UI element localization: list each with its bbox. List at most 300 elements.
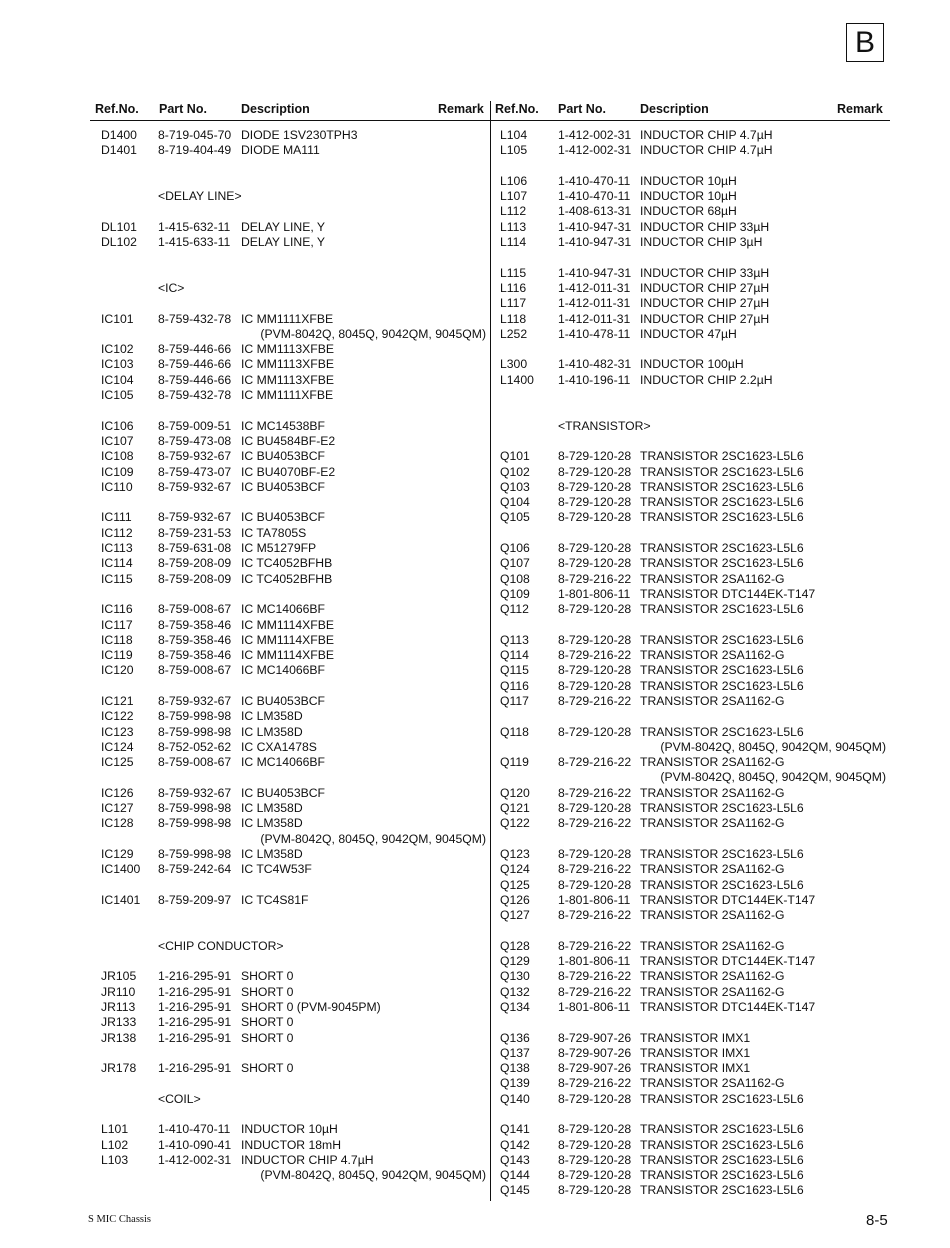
spacer-row	[500, 403, 886, 418]
ref-no: Q128	[500, 938, 530, 953]
ref-no: D1400	[101, 128, 137, 142]
part-no: 1-408-613-31	[558, 204, 632, 219]
table-row	[500, 725, 886, 740]
spacer-row	[101, 1107, 486, 1122]
part-no: 1-216-295-91	[158, 1015, 232, 1030]
part-no: 1-410-478-11	[558, 326, 631, 341]
ref-no: Q117	[500, 693, 529, 708]
description: INDUCTOR 100µH	[640, 357, 744, 372]
table-row	[500, 985, 886, 1000]
table-row	[101, 510, 486, 525]
table-row	[500, 510, 886, 525]
description: TRANSISTOR DTC144EK-T147	[640, 954, 816, 969]
description: IC MC14538BF	[241, 418, 325, 433]
table-row	[101, 786, 486, 801]
table-row	[101, 847, 486, 862]
description: TRANSISTOR 2SC1623-L5L6	[640, 663, 804, 678]
ref-no: D1401	[101, 143, 137, 158]
ref-no: Q116	[500, 678, 529, 693]
part-no: 8-759-432-78	[158, 311, 232, 326]
description: TRANSISTOR 2SC1623-L5L6	[640, 556, 804, 571]
parts-table-right-column	[500, 128, 886, 1199]
part-no: 8-729-120-28	[558, 877, 632, 892]
spacer-row	[500, 388, 886, 403]
table-row	[500, 266, 886, 281]
part-no: 8-729-120-28	[558, 495, 632, 510]
ref-no: IC118	[101, 632, 133, 647]
ref-no: L115	[500, 265, 527, 280]
group-heading-row	[101, 189, 486, 204]
part-no: 1-410-947-31	[558, 219, 632, 234]
spacer-row	[500, 1107, 886, 1122]
ref-no: Q132	[500, 984, 530, 999]
ref-no: IC106	[101, 418, 134, 433]
description: IC MM1113XFBE	[241, 342, 335, 357]
spacer-row	[500, 1015, 886, 1030]
ref-no: IC107	[101, 433, 134, 448]
group-heading-row	[101, 939, 486, 954]
part-no: 1-216-295-91	[158, 1030, 232, 1045]
part-no: 8-729-216-22	[558, 1076, 632, 1091]
part-no: 8-729-120-28	[558, 541, 632, 556]
description: INDUCTOR 10µH	[640, 173, 737, 188]
part-no: 8-729-120-28	[558, 449, 632, 464]
description: IC MM1113XFBE	[241, 372, 335, 387]
table-row	[101, 1122, 486, 1137]
ref-no: IC108	[101, 449, 134, 464]
table-row	[500, 816, 886, 831]
remark-continuation-row	[500, 740, 886, 755]
ref-no: Q113	[500, 632, 529, 647]
ref-no: Q107	[500, 556, 530, 571]
ref-no: JR138	[101, 1030, 137, 1045]
part-no: 1-410-470-11	[558, 189, 631, 204]
ref-no: Q101	[500, 449, 530, 464]
description: TRANSISTOR 2SA1162-G	[640, 969, 785, 984]
table-row	[101, 694, 486, 709]
spacer-row	[101, 923, 486, 938]
description: IC CXA1478S	[241, 739, 317, 754]
part-no: 8-759-998-98	[158, 801, 232, 816]
part-no: 8-729-216-22	[558, 969, 632, 984]
description: TRANSISTOR IMX1	[640, 1061, 751, 1076]
description: TRANSISTOR 2SA1162-G	[640, 908, 785, 923]
table-row	[101, 357, 486, 372]
description: TRANSISTOR DTC144EK-T147	[640, 892, 816, 907]
ref-no: IC111	[101, 510, 132, 525]
description: IC MC14066BF	[241, 663, 325, 678]
ref-no: IC115	[101, 571, 133, 586]
description: DIODE 1SV230TPH3	[241, 128, 358, 142]
part-no: 8-759-998-98	[158, 816, 232, 831]
part-no: 8-729-216-22	[558, 693, 632, 708]
description: INDUCTOR CHIP 4.7µH	[640, 143, 773, 158]
ref-no: Q122	[500, 816, 530, 831]
ref-no: Q115	[500, 663, 529, 678]
spacer-row	[101, 403, 486, 418]
part-no: 8-759-473-08	[158, 433, 232, 448]
description: TRANSISTOR 2SA1162-G	[640, 862, 785, 877]
table-row	[101, 1031, 486, 1046]
part-no: 1-801-806-11	[558, 586, 631, 601]
table-row	[101, 633, 486, 648]
table-row	[500, 969, 886, 984]
description: IC BU4053BCF	[241, 479, 325, 494]
description: INDUCTOR CHIP 33µH	[640, 265, 770, 280]
model-remark: (PVM-8042Q, 8045Q, 9042QM, 9045QM)	[260, 831, 486, 846]
table-row	[500, 663, 886, 678]
table-row	[500, 281, 886, 296]
table-row	[500, 143, 886, 158]
table-row	[500, 679, 886, 694]
description: TRANSISTOR 2SC1623-L5L6	[640, 846, 804, 861]
ref-no: Q141	[500, 1122, 530, 1137]
part-no: 8-729-907-26	[558, 1045, 632, 1060]
description: IC MM1114XFBE	[241, 632, 335, 647]
part-no: 8-729-907-26	[558, 1061, 632, 1076]
part-no: 1-410-947-31	[558, 235, 632, 250]
ref-no: IC127	[101, 801, 134, 816]
ref-no: Q112	[500, 602, 529, 617]
ref-no: Q120	[500, 785, 530, 800]
ref-no: L300	[500, 357, 528, 372]
table-row	[101, 449, 486, 464]
table-row	[101, 143, 486, 158]
table-row	[500, 939, 886, 954]
part-no: 8-752-052-62	[158, 739, 232, 754]
description: INDUCTOR CHIP 2.2µH	[640, 372, 773, 387]
spacer-row	[101, 250, 486, 265]
table-row	[500, 1092, 886, 1107]
page-number: 8-5	[866, 1212, 888, 1229]
description: INDUCTOR CHIP 4.7µH	[241, 1152, 374, 1167]
table-row	[500, 373, 886, 388]
part-no: 8-759-209-97	[158, 892, 232, 907]
ref-no: L101	[101, 1122, 129, 1137]
description: DELAY LINE, Y	[241, 219, 326, 234]
ref-no: Q134	[500, 999, 530, 1014]
description: TRANSISTOR 2SC1623-L5L6	[640, 479, 804, 494]
part-no: 8-729-120-28	[558, 464, 632, 479]
description: INDUCTOR CHIP 27µH	[640, 296, 770, 311]
description: TRANSISTOR IMX1	[640, 1045, 751, 1060]
spacer-row	[101, 908, 486, 923]
ref-no: IC129	[101, 846, 134, 861]
description: INDUCTOR CHIP 33µH	[640, 219, 770, 234]
description: IC TC4052BFHB	[241, 556, 333, 571]
description: IC BU4584BF-E2	[241, 433, 336, 448]
ref-no: Q136	[500, 1030, 530, 1045]
part-no: 8-729-120-28	[558, 602, 632, 617]
ref-no: IC113	[101, 541, 133, 556]
table-row	[101, 419, 486, 434]
ref-no: Q104	[500, 495, 530, 510]
ref-no: Q126	[500, 892, 530, 907]
description: INDUCTOR CHIP 3µH	[640, 235, 763, 250]
header-part-no-left: Part No.	[159, 102, 207, 116]
remark-continuation-row	[101, 327, 486, 342]
group-heading: <TRANSISTOR>	[558, 418, 651, 433]
header-ref-no-left: Ref.No.	[95, 102, 139, 116]
spacer-row	[101, 296, 486, 311]
description: INDUCTOR 68µH	[640, 204, 737, 219]
table-row	[500, 327, 886, 342]
table-row	[500, 694, 886, 709]
table-row	[500, 602, 886, 617]
table-row	[101, 312, 486, 327]
table-row	[500, 1000, 886, 1015]
table-row	[101, 1153, 486, 1168]
ref-no: Q118	[500, 724, 529, 739]
ref-no: IC105	[101, 388, 134, 403]
description: IC BU4053BCF	[241, 510, 325, 525]
description: INDUCTOR 10µH	[640, 189, 737, 204]
part-no: 1-412-002-31	[158, 1152, 232, 1167]
part-no: 8-759-932-67	[158, 449, 232, 464]
ref-no: IC117	[101, 617, 133, 632]
part-no: 8-729-216-22	[558, 755, 632, 770]
ref-no: DL101	[101, 219, 137, 234]
table-row	[500, 801, 886, 816]
part-no: 8-729-120-28	[558, 1122, 632, 1137]
table-row	[500, 847, 886, 862]
part-no: 8-729-216-22	[558, 785, 632, 800]
table-row	[500, 878, 886, 893]
table-row	[500, 449, 886, 464]
header-description-right: Description	[640, 102, 709, 116]
table-row	[101, 725, 486, 740]
remark-continuation-row	[101, 1168, 486, 1183]
section-letter-box: B	[846, 23, 884, 62]
table-row	[101, 434, 486, 449]
description: TRANSISTOR 2SA1162-G	[640, 785, 785, 800]
description: IC TC4052BFHB	[241, 571, 333, 586]
ref-no: L105	[500, 143, 528, 158]
table-row	[101, 893, 486, 908]
part-no: 1-216-295-91	[158, 984, 232, 999]
table-row	[101, 373, 486, 388]
description: IC BU4053BCF	[241, 449, 325, 464]
description: TRANSISTOR 2SC1623-L5L6	[640, 541, 804, 556]
part-no: 1-410-470-11	[558, 173, 631, 188]
ref-no: Q144	[500, 1168, 530, 1183]
spacer-row	[101, 1076, 486, 1091]
description: IC MM1114XFBE	[241, 648, 335, 663]
table-row	[500, 189, 886, 204]
ref-no: JR133	[101, 1015, 137, 1030]
ref-no: Q145	[500, 1183, 530, 1198]
ref-no: IC121	[101, 693, 134, 708]
table-row	[101, 526, 486, 541]
part-no: 8-729-120-28	[558, 1168, 632, 1183]
description: TRANSISTOR 2SC1623-L5L6	[640, 495, 804, 510]
table-row	[500, 1061, 886, 1076]
description: DELAY LINE, Y	[241, 235, 326, 250]
ref-no: DL102	[101, 235, 137, 250]
spacer-row	[101, 174, 486, 189]
part-no: 8-759-932-67	[158, 510, 232, 525]
ref-no: L1400	[500, 372, 534, 387]
ref-no: Q139	[500, 1076, 530, 1091]
table-row	[101, 816, 486, 831]
part-no: 8-729-120-28	[558, 1091, 632, 1106]
ref-no: JR113	[101, 999, 136, 1014]
description: TRANSISTOR 2SA1162-G	[640, 755, 785, 770]
description: INDUCTOR 47µH	[640, 326, 737, 341]
part-no: 8-759-008-67	[158, 663, 232, 678]
description: IC MC14066BF	[241, 602, 325, 617]
table-row	[500, 480, 886, 495]
model-remark: (PVM-8042Q, 8045Q, 9042QM, 9045QM)	[260, 326, 486, 341]
part-no: 8-759-998-98	[158, 709, 232, 724]
table-row	[101, 128, 486, 143]
part-no: 8-729-120-28	[558, 801, 632, 816]
description: TRANSISTOR 2SC1623-L5L6	[640, 632, 804, 647]
part-no: 8-729-120-28	[558, 846, 632, 861]
table-row	[500, 1183, 886, 1198]
part-no: 8-759-932-67	[158, 785, 232, 800]
table-row	[101, 388, 486, 403]
table-row	[101, 342, 486, 357]
spacer-row	[500, 709, 886, 724]
part-no: 1-410-196-11	[558, 372, 631, 387]
description: TRANSISTOR 2SC1623-L5L6	[640, 449, 804, 464]
part-no: 8-729-216-22	[558, 984, 632, 999]
description: IC LM358D	[241, 846, 303, 861]
ref-no: Q142	[500, 1137, 530, 1152]
table-row	[500, 893, 886, 908]
description: INDUCTOR 18mH	[241, 1137, 341, 1152]
table-row	[101, 969, 486, 984]
table-row	[101, 465, 486, 480]
ref-no: IC101	[101, 311, 134, 326]
part-no: 8-759-631-08	[158, 541, 232, 556]
spacer-row	[500, 618, 886, 633]
part-no: 8-729-120-28	[558, 1152, 632, 1167]
ref-no: IC116	[101, 602, 133, 617]
group-heading-row	[101, 281, 486, 296]
ref-no: IC110	[101, 479, 133, 494]
description: IC MM1114XFBE	[241, 617, 335, 632]
column-divider	[490, 101, 491, 1201]
spacer-row	[500, 832, 886, 847]
part-no: 8-759-432-78	[158, 388, 232, 403]
header-ref-no-right: Ref.No.	[495, 102, 539, 116]
part-no: 1-412-011-31	[558, 296, 631, 311]
description: TRANSISTOR DTC144EK-T147	[640, 999, 816, 1014]
part-no: 8-729-216-22	[558, 816, 632, 831]
ref-no: Q108	[500, 571, 530, 586]
ref-no: Q105	[500, 510, 530, 525]
table-row	[101, 755, 486, 770]
table-row	[101, 602, 486, 617]
table-row	[500, 357, 886, 372]
ref-no: Q143	[500, 1152, 530, 1167]
ref-no: L117	[500, 296, 527, 311]
ref-no: L116	[500, 280, 527, 295]
ref-no: IC120	[101, 663, 134, 678]
ref-no: Q140	[500, 1091, 530, 1106]
description: IC LM358D	[241, 816, 303, 831]
part-no: 1-412-002-31	[558, 128, 632, 142]
part-no: 1-410-947-31	[558, 265, 632, 280]
description: INDUCTOR CHIP 4.7µH	[640, 128, 773, 142]
table-row	[500, 495, 886, 510]
description: IC LM358D	[241, 724, 303, 739]
table-row	[101, 1061, 486, 1076]
ref-no: IC114	[101, 556, 133, 571]
spacer-row	[500, 526, 886, 541]
ref-no: Q109	[500, 586, 530, 601]
part-no: 8-729-120-28	[558, 556, 632, 571]
spacer-row	[500, 159, 886, 174]
description: IC M51279FP	[241, 541, 317, 556]
table-row	[101, 709, 486, 724]
ref-no: IC125	[101, 755, 134, 770]
group-heading: <IC>	[158, 280, 185, 295]
part-no: 8-729-120-28	[558, 724, 632, 739]
table-row	[101, 801, 486, 816]
description: SHORT 0	[241, 1030, 294, 1045]
spacer-row	[101, 266, 486, 281]
part-no: 8-759-446-66	[158, 342, 232, 357]
table-row	[500, 1168, 886, 1183]
table-row	[101, 572, 486, 587]
ref-no: IC103	[101, 357, 134, 372]
part-no: 1-415-633-11	[158, 235, 231, 250]
table-row	[500, 556, 886, 571]
part-no: 1-801-806-11	[558, 999, 631, 1014]
ref-no: IC112	[101, 525, 133, 540]
model-remark: (PVM-8042Q, 8045Q, 9042QM, 9045QM)	[660, 770, 886, 785]
description: TRANSISTOR 2SC1623-L5L6	[640, 801, 804, 816]
spacer-row	[101, 1046, 486, 1061]
part-no: 8-759-009-51	[158, 418, 232, 433]
table-row	[500, 204, 886, 219]
part-no: 1-410-090-41	[158, 1137, 232, 1152]
description: TRANSISTOR 2SA1162-G	[640, 1076, 785, 1091]
table-row	[101, 220, 486, 235]
ref-no: L104	[500, 128, 528, 142]
table-row	[500, 1153, 886, 1168]
table-row	[500, 1122, 886, 1137]
part-no: 1-415-632-11	[158, 219, 231, 234]
description: IC MM1113XFBE	[241, 357, 335, 372]
ref-no: Q106	[500, 541, 530, 556]
description: TRANSISTOR 2SC1623-L5L6	[640, 464, 804, 479]
spacer-row	[500, 250, 886, 265]
table-row	[500, 220, 886, 235]
ref-no: Q124	[500, 862, 530, 877]
part-no: 1-410-470-11	[158, 1122, 231, 1137]
part-no: 8-759-358-46	[158, 648, 232, 663]
part-no: 8-729-120-28	[558, 1183, 632, 1198]
part-no: 8-759-358-46	[158, 617, 232, 632]
table-row	[500, 648, 886, 663]
ref-no: Q102	[500, 464, 530, 479]
spacer-row	[101, 495, 486, 510]
table-row	[500, 954, 886, 969]
description: TRANSISTOR 2SC1623-L5L6	[640, 678, 804, 693]
description: TRANSISTOR 2SC1623-L5L6	[640, 1183, 804, 1198]
model-remark: (PVM-8042Q, 8045Q, 9042QM, 9045QM)	[260, 1168, 486, 1183]
description: SHORT 0	[241, 1061, 294, 1076]
part-no: 8-729-120-28	[558, 479, 632, 494]
parts-table-left-column	[101, 128, 486, 1183]
table-row	[500, 572, 886, 587]
ref-no: Q125	[500, 877, 530, 892]
remark-continuation-row	[101, 832, 486, 847]
